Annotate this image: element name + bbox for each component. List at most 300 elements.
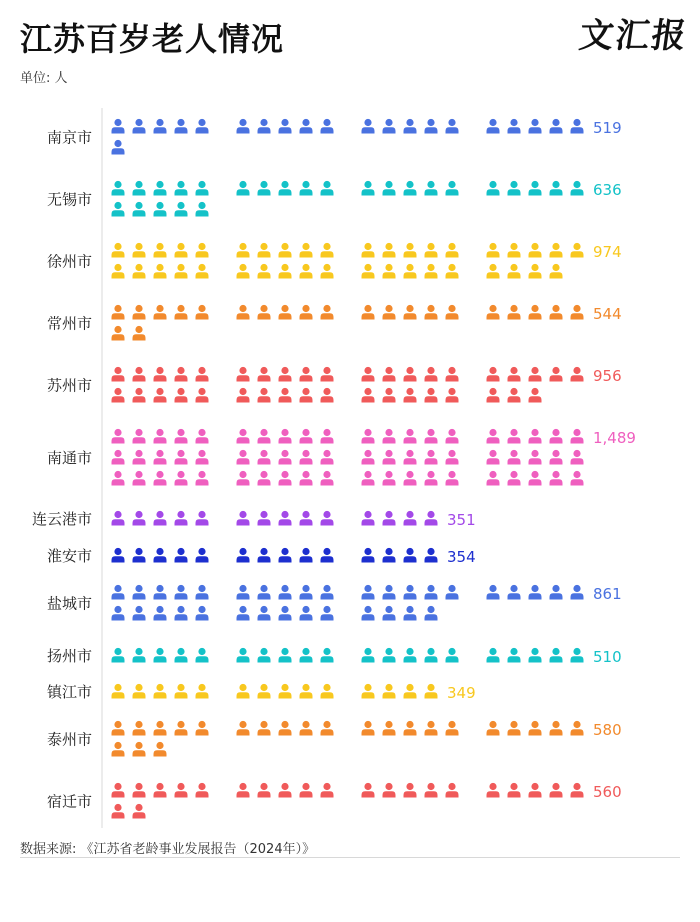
value-label: 956 bbox=[593, 367, 622, 385]
person-icon bbox=[237, 181, 250, 196]
person-icon bbox=[112, 804, 125, 819]
person-icon bbox=[487, 367, 500, 382]
chart-title: 江苏百岁老人情况 bbox=[20, 20, 285, 58]
person-icon bbox=[237, 606, 250, 621]
person-icon bbox=[508, 585, 521, 600]
person-icon bbox=[133, 585, 146, 600]
person-icon bbox=[571, 243, 584, 258]
person-icon bbox=[196, 585, 209, 600]
person-icon bbox=[196, 606, 209, 621]
person-icon bbox=[508, 450, 521, 465]
category-label: 苏州市 bbox=[46, 376, 92, 395]
person-icon bbox=[112, 202, 125, 217]
person-icon bbox=[154, 606, 167, 621]
person-icon bbox=[133, 684, 146, 699]
person-icon bbox=[154, 585, 167, 600]
person-icon bbox=[508, 119, 521, 134]
person-icon bbox=[300, 119, 313, 134]
person-icon bbox=[383, 511, 396, 526]
person-icon bbox=[112, 783, 125, 798]
person-icon bbox=[550, 783, 563, 798]
person-icon bbox=[425, 511, 438, 526]
value-label: 354 bbox=[447, 548, 476, 566]
person-icon bbox=[154, 202, 167, 217]
person-icon bbox=[425, 181, 438, 196]
person-icon bbox=[154, 548, 167, 563]
person-icon bbox=[154, 119, 167, 134]
person-icon bbox=[508, 471, 521, 486]
person-icon bbox=[175, 119, 188, 134]
person-icon bbox=[196, 548, 209, 563]
city-row bbox=[47, 683, 476, 702]
person-icon bbox=[133, 450, 146, 465]
person-icon bbox=[550, 243, 563, 258]
person-icon bbox=[175, 721, 188, 736]
person-icon bbox=[175, 783, 188, 798]
person-icon bbox=[258, 606, 271, 621]
person-icon bbox=[279, 783, 292, 798]
person-icon bbox=[133, 243, 146, 258]
person-icon bbox=[508, 648, 521, 663]
person-icon bbox=[258, 648, 271, 663]
person-icon bbox=[196, 471, 209, 486]
value-label: 351 bbox=[447, 511, 476, 529]
person-icon bbox=[300, 783, 313, 798]
person-icon bbox=[279, 181, 292, 196]
person-icon bbox=[321, 429, 334, 444]
city-row bbox=[47, 181, 622, 217]
person-icon bbox=[571, 181, 584, 196]
person-icon bbox=[321, 548, 334, 563]
person-icon bbox=[362, 721, 375, 736]
person-icon bbox=[425, 585, 438, 600]
value-label: 636 bbox=[593, 181, 622, 199]
person-icon bbox=[404, 367, 417, 382]
person-icon bbox=[508, 367, 521, 382]
person-icon bbox=[175, 388, 188, 403]
person-icon bbox=[404, 264, 417, 279]
person-icon bbox=[487, 305, 500, 320]
person-icon bbox=[112, 450, 125, 465]
person-icon bbox=[133, 648, 146, 663]
category-label: 南通市 bbox=[46, 449, 92, 467]
person-icon bbox=[279, 305, 292, 320]
person-icon bbox=[279, 367, 292, 382]
person-icon bbox=[133, 721, 146, 736]
person-icon bbox=[133, 326, 146, 341]
person-icon bbox=[279, 548, 292, 563]
person-icon bbox=[362, 181, 375, 196]
person-icon bbox=[571, 783, 584, 798]
city-row bbox=[47, 429, 636, 486]
person-icon bbox=[237, 585, 250, 600]
person-icon bbox=[383, 684, 396, 699]
person-icon bbox=[175, 202, 188, 217]
person-icon bbox=[279, 243, 292, 258]
person-icon bbox=[487, 429, 500, 444]
person-icon bbox=[300, 243, 313, 258]
person-icon bbox=[175, 243, 188, 258]
person-icon bbox=[279, 648, 292, 663]
person-icon bbox=[112, 548, 125, 563]
person-icon bbox=[383, 243, 396, 258]
person-icon bbox=[383, 305, 396, 320]
person-icon bbox=[550, 450, 563, 465]
person-icon bbox=[362, 471, 375, 486]
person-icon bbox=[404, 305, 417, 320]
person-icon bbox=[508, 429, 521, 444]
person-icon bbox=[237, 471, 250, 486]
person-icon bbox=[446, 471, 459, 486]
person-icon bbox=[279, 606, 292, 621]
city-row bbox=[47, 547, 476, 566]
person-icon bbox=[300, 388, 313, 403]
person-icon bbox=[321, 721, 334, 736]
person-icon bbox=[383, 367, 396, 382]
person-icon bbox=[404, 783, 417, 798]
person-icon bbox=[321, 511, 334, 526]
person-icon bbox=[571, 648, 584, 663]
person-icon bbox=[133, 202, 146, 217]
person-icon bbox=[175, 606, 188, 621]
person-icon bbox=[425, 450, 438, 465]
person-icon bbox=[175, 585, 188, 600]
person-icon bbox=[196, 783, 209, 798]
person-icon bbox=[529, 450, 542, 465]
person-icon bbox=[362, 305, 375, 320]
person-icon bbox=[196, 202, 209, 217]
person-icon bbox=[258, 367, 271, 382]
person-icon bbox=[154, 742, 167, 757]
person-icon bbox=[362, 585, 375, 600]
person-icon bbox=[300, 429, 313, 444]
person-icon bbox=[321, 264, 334, 279]
city-row bbox=[47, 367, 622, 403]
person-icon bbox=[321, 585, 334, 600]
person-icon bbox=[196, 450, 209, 465]
city-row bbox=[32, 510, 476, 529]
bottom-divider bbox=[20, 857, 680, 858]
person-icon bbox=[300, 721, 313, 736]
person-icon bbox=[133, 429, 146, 444]
person-icon bbox=[300, 367, 313, 382]
person-icon bbox=[529, 181, 542, 196]
person-icon bbox=[321, 450, 334, 465]
category-label: 镇江市 bbox=[46, 683, 92, 701]
person-icon bbox=[154, 264, 167, 279]
person-icon bbox=[154, 721, 167, 736]
person-icon bbox=[446, 367, 459, 382]
person-icon bbox=[362, 264, 375, 279]
person-icon bbox=[362, 243, 375, 258]
person-icon bbox=[279, 684, 292, 699]
person-icon bbox=[508, 721, 521, 736]
person-icon bbox=[362, 388, 375, 403]
person-icon bbox=[404, 585, 417, 600]
person-icon bbox=[550, 367, 563, 382]
person-icon bbox=[258, 243, 271, 258]
person-icon bbox=[571, 721, 584, 736]
person-icon bbox=[550, 264, 563, 279]
person-icon bbox=[196, 305, 209, 320]
person-icon bbox=[550, 648, 563, 663]
person-icon bbox=[196, 181, 209, 196]
person-icon bbox=[279, 721, 292, 736]
person-icon bbox=[300, 684, 313, 699]
person-icon bbox=[571, 471, 584, 486]
person-icon bbox=[196, 648, 209, 663]
person-icon bbox=[154, 471, 167, 486]
person-icon bbox=[112, 305, 125, 320]
category-label: 宿迁市 bbox=[46, 792, 92, 811]
city-row bbox=[47, 243, 622, 279]
person-icon bbox=[133, 742, 146, 757]
unit-label: 单位: 人 bbox=[20, 71, 68, 86]
person-icon bbox=[175, 429, 188, 444]
city-row bbox=[47, 647, 622, 666]
person-icon bbox=[362, 429, 375, 444]
person-icon bbox=[404, 243, 417, 258]
person-icon bbox=[529, 429, 542, 444]
person-icon bbox=[175, 264, 188, 279]
person-icon bbox=[154, 450, 167, 465]
person-icon bbox=[112, 721, 125, 736]
category-label: 淮安市 bbox=[46, 547, 92, 565]
person-icon bbox=[258, 429, 271, 444]
person-icon bbox=[571, 367, 584, 382]
category-label: 常州市 bbox=[46, 314, 92, 333]
person-icon bbox=[362, 511, 375, 526]
person-icon bbox=[258, 783, 271, 798]
person-icon bbox=[404, 429, 417, 444]
person-icon bbox=[404, 388, 417, 403]
person-icon bbox=[571, 119, 584, 134]
value-label: 580 bbox=[593, 721, 622, 739]
person-icon bbox=[487, 388, 500, 403]
person-icon bbox=[112, 181, 125, 196]
person-icon bbox=[529, 243, 542, 258]
person-icon bbox=[550, 181, 563, 196]
person-icon bbox=[446, 783, 459, 798]
person-icon bbox=[112, 429, 125, 444]
person-icon bbox=[508, 243, 521, 258]
person-icon bbox=[175, 511, 188, 526]
person-icon bbox=[508, 264, 521, 279]
person-icon bbox=[321, 305, 334, 320]
person-icon bbox=[383, 388, 396, 403]
person-icon bbox=[196, 511, 209, 526]
person-icon bbox=[237, 721, 250, 736]
person-icon bbox=[404, 511, 417, 526]
person-icon bbox=[529, 264, 542, 279]
person-icon bbox=[112, 511, 125, 526]
person-icon bbox=[425, 388, 438, 403]
category-label: 南京市 bbox=[46, 128, 92, 147]
person-icon bbox=[362, 648, 375, 663]
person-icon bbox=[175, 684, 188, 699]
person-icon bbox=[112, 585, 125, 600]
person-icon bbox=[154, 243, 167, 258]
person-icon bbox=[508, 783, 521, 798]
person-icon bbox=[404, 648, 417, 663]
person-icon bbox=[425, 721, 438, 736]
person-icon bbox=[237, 511, 250, 526]
person-icon bbox=[112, 742, 125, 757]
person-icon bbox=[112, 471, 125, 486]
person-icon bbox=[133, 511, 146, 526]
person-icon bbox=[321, 471, 334, 486]
person-icon bbox=[508, 305, 521, 320]
category-label: 盐城市 bbox=[46, 594, 92, 613]
person-icon bbox=[279, 471, 292, 486]
person-icon bbox=[133, 548, 146, 563]
person-icon bbox=[258, 388, 271, 403]
person-icon bbox=[404, 721, 417, 736]
person-icon bbox=[175, 367, 188, 382]
data-source: 数据来源: 《江苏省老龄事业发展报告（2024年）》 bbox=[20, 842, 316, 857]
person-icon bbox=[300, 305, 313, 320]
person-icon bbox=[300, 450, 313, 465]
person-icon bbox=[425, 305, 438, 320]
person-icon bbox=[404, 684, 417, 699]
person-icon bbox=[237, 388, 250, 403]
city-row bbox=[47, 119, 622, 155]
person-icon bbox=[571, 450, 584, 465]
person-icon bbox=[321, 243, 334, 258]
person-icon bbox=[133, 264, 146, 279]
category-label: 徐州市 bbox=[46, 252, 92, 271]
category-label: 连云港市 bbox=[31, 510, 92, 528]
person-icon bbox=[446, 119, 459, 134]
person-icon bbox=[425, 264, 438, 279]
person-icon bbox=[258, 721, 271, 736]
person-icon bbox=[300, 511, 313, 526]
person-icon bbox=[362, 684, 375, 699]
person-icon bbox=[446, 585, 459, 600]
person-icon bbox=[425, 119, 438, 134]
person-icon bbox=[321, 181, 334, 196]
person-icon bbox=[571, 429, 584, 444]
person-icon bbox=[425, 367, 438, 382]
person-icon bbox=[196, 429, 209, 444]
person-icon bbox=[154, 648, 167, 663]
person-icon bbox=[133, 119, 146, 134]
person-icon bbox=[300, 181, 313, 196]
person-icon bbox=[425, 684, 438, 699]
person-icon bbox=[133, 606, 146, 621]
person-icon bbox=[529, 305, 542, 320]
person-icon bbox=[487, 585, 500, 600]
person-icon bbox=[175, 471, 188, 486]
person-icon bbox=[571, 305, 584, 320]
person-icon bbox=[383, 648, 396, 663]
person-icon bbox=[175, 548, 188, 563]
person-icon bbox=[279, 388, 292, 403]
person-icon bbox=[112, 367, 125, 382]
person-icon bbox=[237, 684, 250, 699]
person-icon bbox=[300, 606, 313, 621]
person-icon bbox=[362, 119, 375, 134]
person-icon bbox=[237, 305, 250, 320]
person-icon bbox=[300, 648, 313, 663]
value-label: 544 bbox=[593, 305, 622, 323]
person-icon bbox=[425, 429, 438, 444]
person-icon bbox=[154, 305, 167, 320]
person-icon bbox=[487, 243, 500, 258]
person-icon bbox=[362, 606, 375, 621]
person-icon bbox=[279, 119, 292, 134]
person-icon bbox=[550, 585, 563, 600]
person-icon bbox=[550, 471, 563, 486]
person-icon bbox=[133, 181, 146, 196]
person-icon bbox=[383, 606, 396, 621]
person-icon bbox=[529, 119, 542, 134]
person-icon bbox=[425, 548, 438, 563]
person-icon bbox=[133, 305, 146, 320]
person-icon bbox=[237, 450, 250, 465]
person-icon bbox=[362, 548, 375, 563]
person-icon bbox=[446, 305, 459, 320]
person-icon bbox=[446, 429, 459, 444]
person-icon bbox=[529, 388, 542, 403]
person-icon bbox=[237, 264, 250, 279]
person-icon bbox=[508, 388, 521, 403]
person-icon bbox=[279, 429, 292, 444]
person-icon bbox=[175, 450, 188, 465]
person-icon bbox=[237, 429, 250, 444]
wenhui-logo: 文汇报 bbox=[576, 16, 691, 56]
person-icon bbox=[362, 367, 375, 382]
person-icon bbox=[154, 367, 167, 382]
person-icon bbox=[383, 548, 396, 563]
city-row bbox=[47, 721, 622, 757]
person-icon bbox=[300, 585, 313, 600]
person-icon bbox=[196, 684, 209, 699]
city-row bbox=[47, 783, 622, 819]
person-icon bbox=[258, 305, 271, 320]
person-icon bbox=[571, 585, 584, 600]
person-icon bbox=[404, 181, 417, 196]
person-icon bbox=[133, 783, 146, 798]
person-icon bbox=[487, 471, 500, 486]
person-icon bbox=[383, 429, 396, 444]
person-icon bbox=[425, 243, 438, 258]
value-label: 519 bbox=[593, 119, 622, 137]
person-icon bbox=[196, 264, 209, 279]
person-icon bbox=[425, 783, 438, 798]
person-icon bbox=[279, 585, 292, 600]
person-icon bbox=[133, 388, 146, 403]
person-icon bbox=[425, 606, 438, 621]
person-icon bbox=[112, 684, 125, 699]
person-icon bbox=[154, 181, 167, 196]
person-icon bbox=[237, 119, 250, 134]
person-icon bbox=[404, 450, 417, 465]
person-icon bbox=[112, 119, 125, 134]
person-icon bbox=[112, 243, 125, 258]
person-icon bbox=[508, 181, 521, 196]
person-icon bbox=[404, 119, 417, 134]
city-row bbox=[47, 585, 622, 621]
person-icon bbox=[383, 181, 396, 196]
person-icon bbox=[154, 511, 167, 526]
person-icon bbox=[383, 783, 396, 798]
person-icon bbox=[529, 721, 542, 736]
person-icon bbox=[404, 606, 417, 621]
value-label: 510 bbox=[593, 648, 622, 666]
person-icon bbox=[258, 684, 271, 699]
person-icon bbox=[487, 648, 500, 663]
